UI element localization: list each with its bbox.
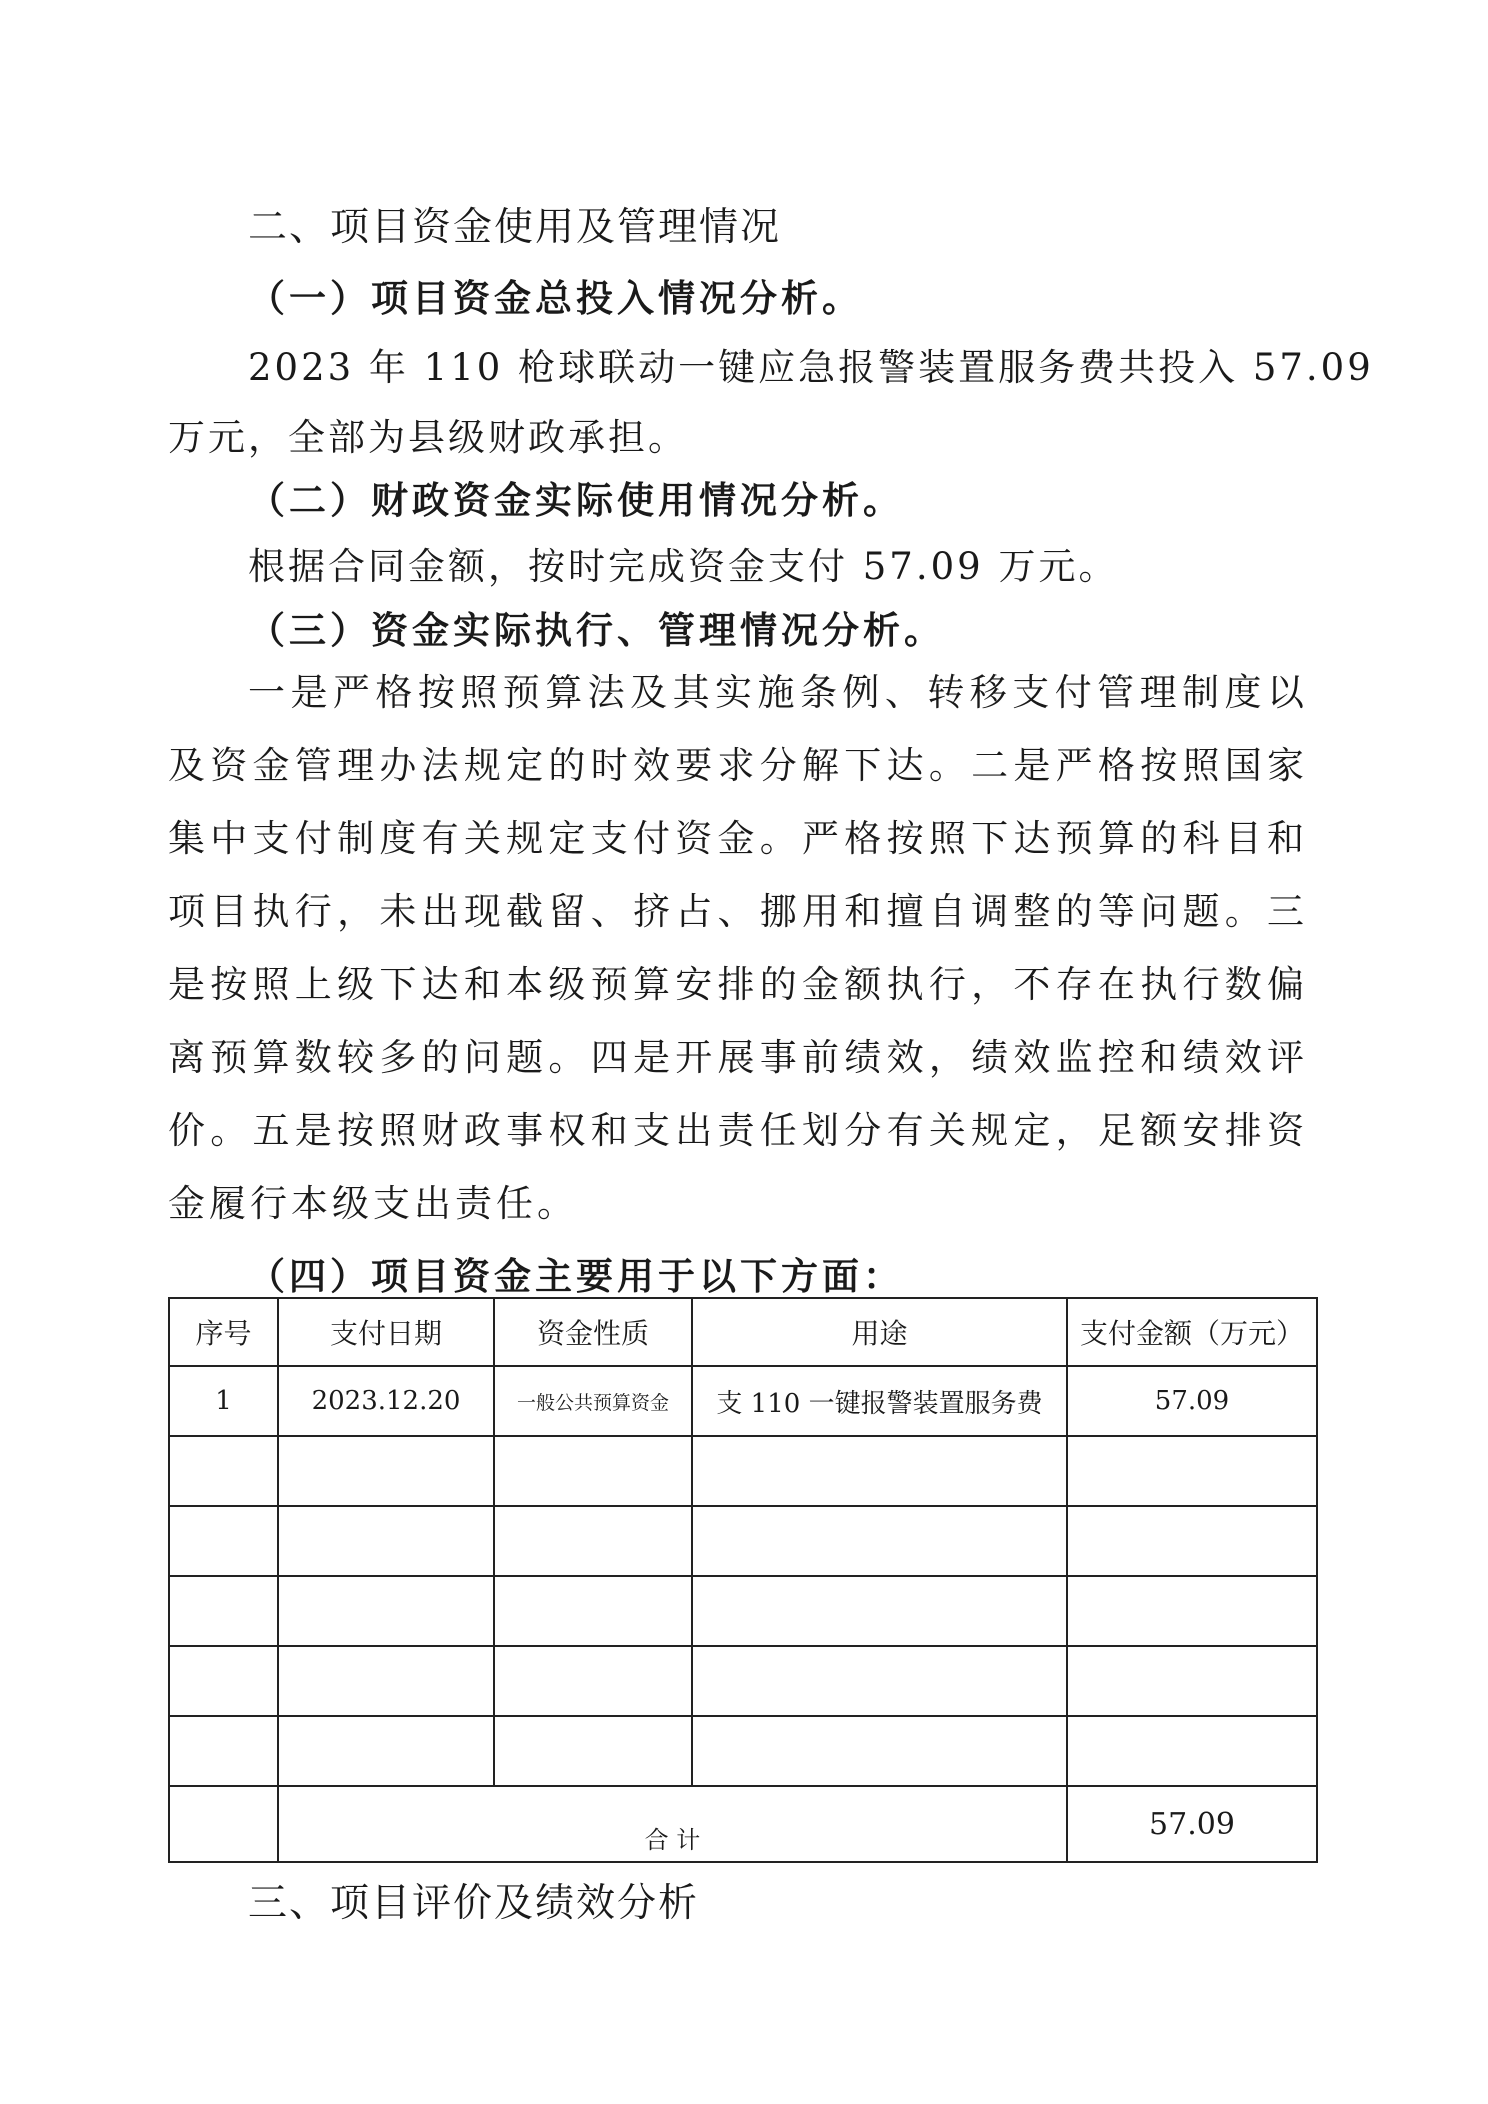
total-amount: 57.09 [1067, 1786, 1317, 1862]
cell-pay-date [278, 1646, 494, 1716]
cell-amount [1067, 1436, 1317, 1506]
section-title-evaluation: 三、项目评价及绩效分析 [248, 1881, 700, 1926]
cell-seq [169, 1716, 278, 1786]
table-total-row [169, 1786, 1317, 1862]
cell-fund-nature [494, 1716, 692, 1786]
cell-purpose: 支 110 一键报警装置服务费 [692, 1366, 1067, 1436]
cell-amount [1067, 1646, 1317, 1716]
cell-pay-date [278, 1506, 494, 1576]
cell-fund-nature [494, 1576, 692, 1646]
subsection-title-total-investment: （一）项目资金总投入情况分析。 [248, 276, 863, 320]
total-label: 合 计 [278, 1786, 1067, 1862]
table-row [169, 1576, 1317, 1646]
cell-fund-nature: 一般公共预算资金 [494, 1366, 692, 1436]
cell-pay-date [278, 1576, 494, 1646]
header-pay-date: 支付日期 [278, 1298, 494, 1366]
cell-seq [169, 1436, 278, 1506]
cell-fund-nature [494, 1646, 692, 1716]
cell-amount [1067, 1576, 1317, 1646]
cell-pay-date [278, 1716, 494, 1786]
cell-seq [169, 1646, 278, 1716]
header-amount: 支付金额（万元） [1067, 1298, 1317, 1366]
section-title-funds: 二、项目资金使用及管理情况 [248, 205, 782, 250]
table-row [169, 1436, 1317, 1506]
cell-amount [1067, 1506, 1317, 1576]
header-purpose: 用途 [692, 1298, 1067, 1366]
cell-pay-date: 2023.12.20 [278, 1366, 494, 1436]
subsection-title-execution: （三）资金实际执行、管理情况分析。 [248, 608, 945, 652]
table-row [169, 1506, 1317, 1576]
cell-seq: 1 [169, 1366, 278, 1436]
cell-purpose [692, 1646, 1067, 1716]
cell-amount: 57.09 [1067, 1366, 1317, 1436]
cell-fund-nature [494, 1506, 692, 1576]
subsection-title-fund-uses: （四）项目资金主要用于以下方面： [248, 1254, 904, 1298]
cell-seq [169, 1786, 278, 1862]
cell-purpose [692, 1506, 1067, 1576]
header-fund-nature: 资金性质 [494, 1298, 692, 1366]
cell-fund-nature [494, 1436, 692, 1506]
cell-seq [169, 1506, 278, 1576]
cell-purpose [692, 1716, 1067, 1786]
actual-use-text: 根据合同金额，按时完成资金支付 57.09 万元。 [248, 545, 1119, 588]
table-row [169, 1366, 1317, 1436]
cell-purpose [692, 1576, 1067, 1646]
table-row [169, 1716, 1317, 1786]
table-header-row [169, 1298, 1317, 1366]
fund-usage-table [168, 1297, 1318, 1863]
investment-text-line-2: 万元，全部为县级财政承担。 [168, 416, 688, 459]
cell-purpose [692, 1436, 1067, 1506]
investment-text-line-1: 2023 年 110 枪球联动一键应急报警装置服务费共投入 57.09 [248, 346, 1374, 389]
header-seq: 序号 [169, 1298, 278, 1366]
cell-amount [1067, 1716, 1317, 1786]
cell-seq [169, 1576, 278, 1646]
execution-paragraph: 一是严格按照预算法及其实施条例、转移支付管理制度以及资金管理办法规定的时效要求分解下达。二是严格按照国家集中支付制度有关规定支付资金。严格按照下达预算的科目和项目执行，未出现截留、挤占、挪用和擅自调整的等问题。三是按照上级下达和本级预算安排的金额执行，不存在执行数偏离预算数较多的问题。四是开展事前绩效，绩效监控和绩效评价。五是按照财政事权和支出责任划分有关规定，足额安排资金履行本级支出责任。 [168, 671, 1308, 1225]
cell-pay-date [278, 1436, 494, 1506]
table-row [169, 1646, 1317, 1716]
subsection-title-actual-use: （二）财政资金实际使用情况分析。 [248, 478, 904, 522]
